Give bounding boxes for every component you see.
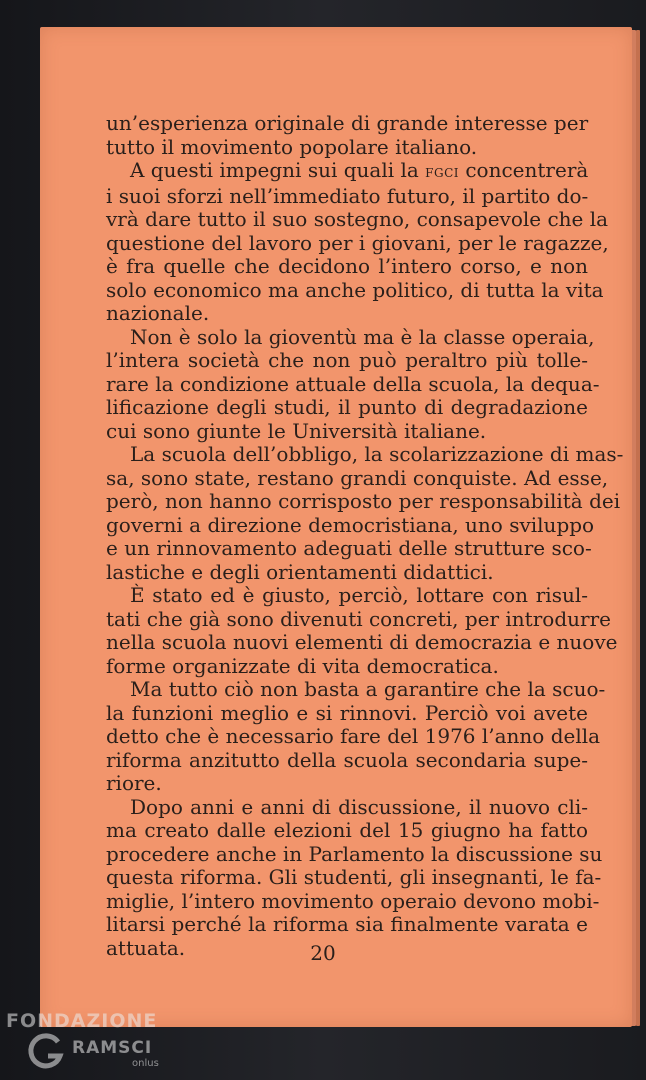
text-line: cui sono giunte le Università italiane. <box>106 418 487 443</box>
text-line: litarsi perché la riforma sia finalmente varata e <box>106 912 588 936</box>
text-line: questa riforma. Gli studenti, gli insegnanti, le fa- <box>106 865 602 889</box>
text-line: sa, sono state, restano grandi conquiste. Ad esse, <box>106 465 609 490</box>
text-line: vrà dare tutto il suo sostegno, consapevole che la <box>106 207 609 231</box>
watermark-line-1: FONDAZIONE <box>6 1010 158 1032</box>
text-line: tutto il movimento popolare italiano. <box>106 134 478 159</box>
paragraph <box>106 677 606 796</box>
text-line: miglie, l’intero movimento operaio devono mobi- <box>106 888 600 913</box>
paragraph <box>106 324 600 444</box>
text-line: e un rinnovamento adeguati delle strutture sco- <box>106 536 592 560</box>
text-line: La scuola dell’obbligo, la scolarizzazione di mas- <box>130 442 624 466</box>
text-line: lificazione degli studi, il punto di degradazione <box>106 395 588 419</box>
fondazione-gramsci-watermark <box>4 1008 174 1078</box>
watermark-line-3: onlus <box>132 1058 159 1069</box>
paragraph <box>106 158 609 326</box>
text-line: riore. <box>106 771 162 795</box>
text-line: l’intera società che non può peraltro più tolle- <box>106 348 588 372</box>
paragraph <box>106 112 588 159</box>
text-line: questione del lavoro per i giovani, per le ragazze, <box>106 230 609 255</box>
text-line: tati che già sono divenuti concreti, per introdurre <box>106 606 611 631</box>
text-line: solo economico ma anche politico, di tutta la vita <box>106 277 604 302</box>
paragraph <box>106 583 618 678</box>
text-line: forme organizzate di vita democratica. <box>106 653 499 678</box>
text-line: rare la condizione attuale della scuola, la dequa- <box>106 371 600 396</box>
text-line: nella scuola nuovi elementi di democrazia e nuove <box>106 630 618 654</box>
text-line: governi a direzione democristiana, uno sviluppo <box>106 512 595 537</box>
text-line: Ma tutto ciò non basta a garantire che la scuo- <box>130 677 606 701</box>
text-line: detto che è necessario fare del 1976 l’anno della <box>106 724 601 748</box>
gramsci-g-logo-icon <box>26 1032 66 1072</box>
body-text <box>106 111 624 960</box>
page-number: 20 <box>310 941 336 965</box>
text-line: un’esperienza originale di grande interesse per <box>106 111 589 135</box>
text-line: riforma anzitutto della scuola secondaria supe- <box>106 747 588 772</box>
text-line: però, non hanno corrisposto per responsabilità dei <box>106 489 621 513</box>
text-line: è fra quelle che decidono l’intero corso, e non <box>106 254 588 278</box>
text-line: È stato ed è giusto, perciò, lottare con risul- <box>130 583 588 607</box>
paragraph <box>106 794 603 961</box>
text-line: A questi impegni sui quali la fgci concentrerà <box>130 158 589 182</box>
acronym-fgci: fgci <box>425 162 459 182</box>
text-line: Non è solo la gioventù ma è la classe operaia, <box>130 324 595 349</box>
text-line: la funzioni meglio e si rinnovi. Perciò voi avete <box>106 700 588 725</box>
text-line: attuata. <box>106 935 186 960</box>
text-line: nazionale. <box>106 301 210 325</box>
text-line: i suoi sforzi nell’immediato futuro, il partito do- <box>106 183 589 208</box>
watermark-line-2: RAMSCI <box>72 1038 153 1058</box>
paragraph <box>106 442 624 584</box>
text-line: lastiche e degli orientamenti didattici. <box>106 559 494 584</box>
page-stack-edge <box>636 30 640 1026</box>
text-line: Dopo anni e anni di discussione, il nuovo cli- <box>130 794 588 819</box>
text-line: ma creato dalle elezioni del 15 giugno ha fatto <box>106 818 588 842</box>
text-line: procedere anche in Parlamento la discussione su <box>106 841 603 866</box>
